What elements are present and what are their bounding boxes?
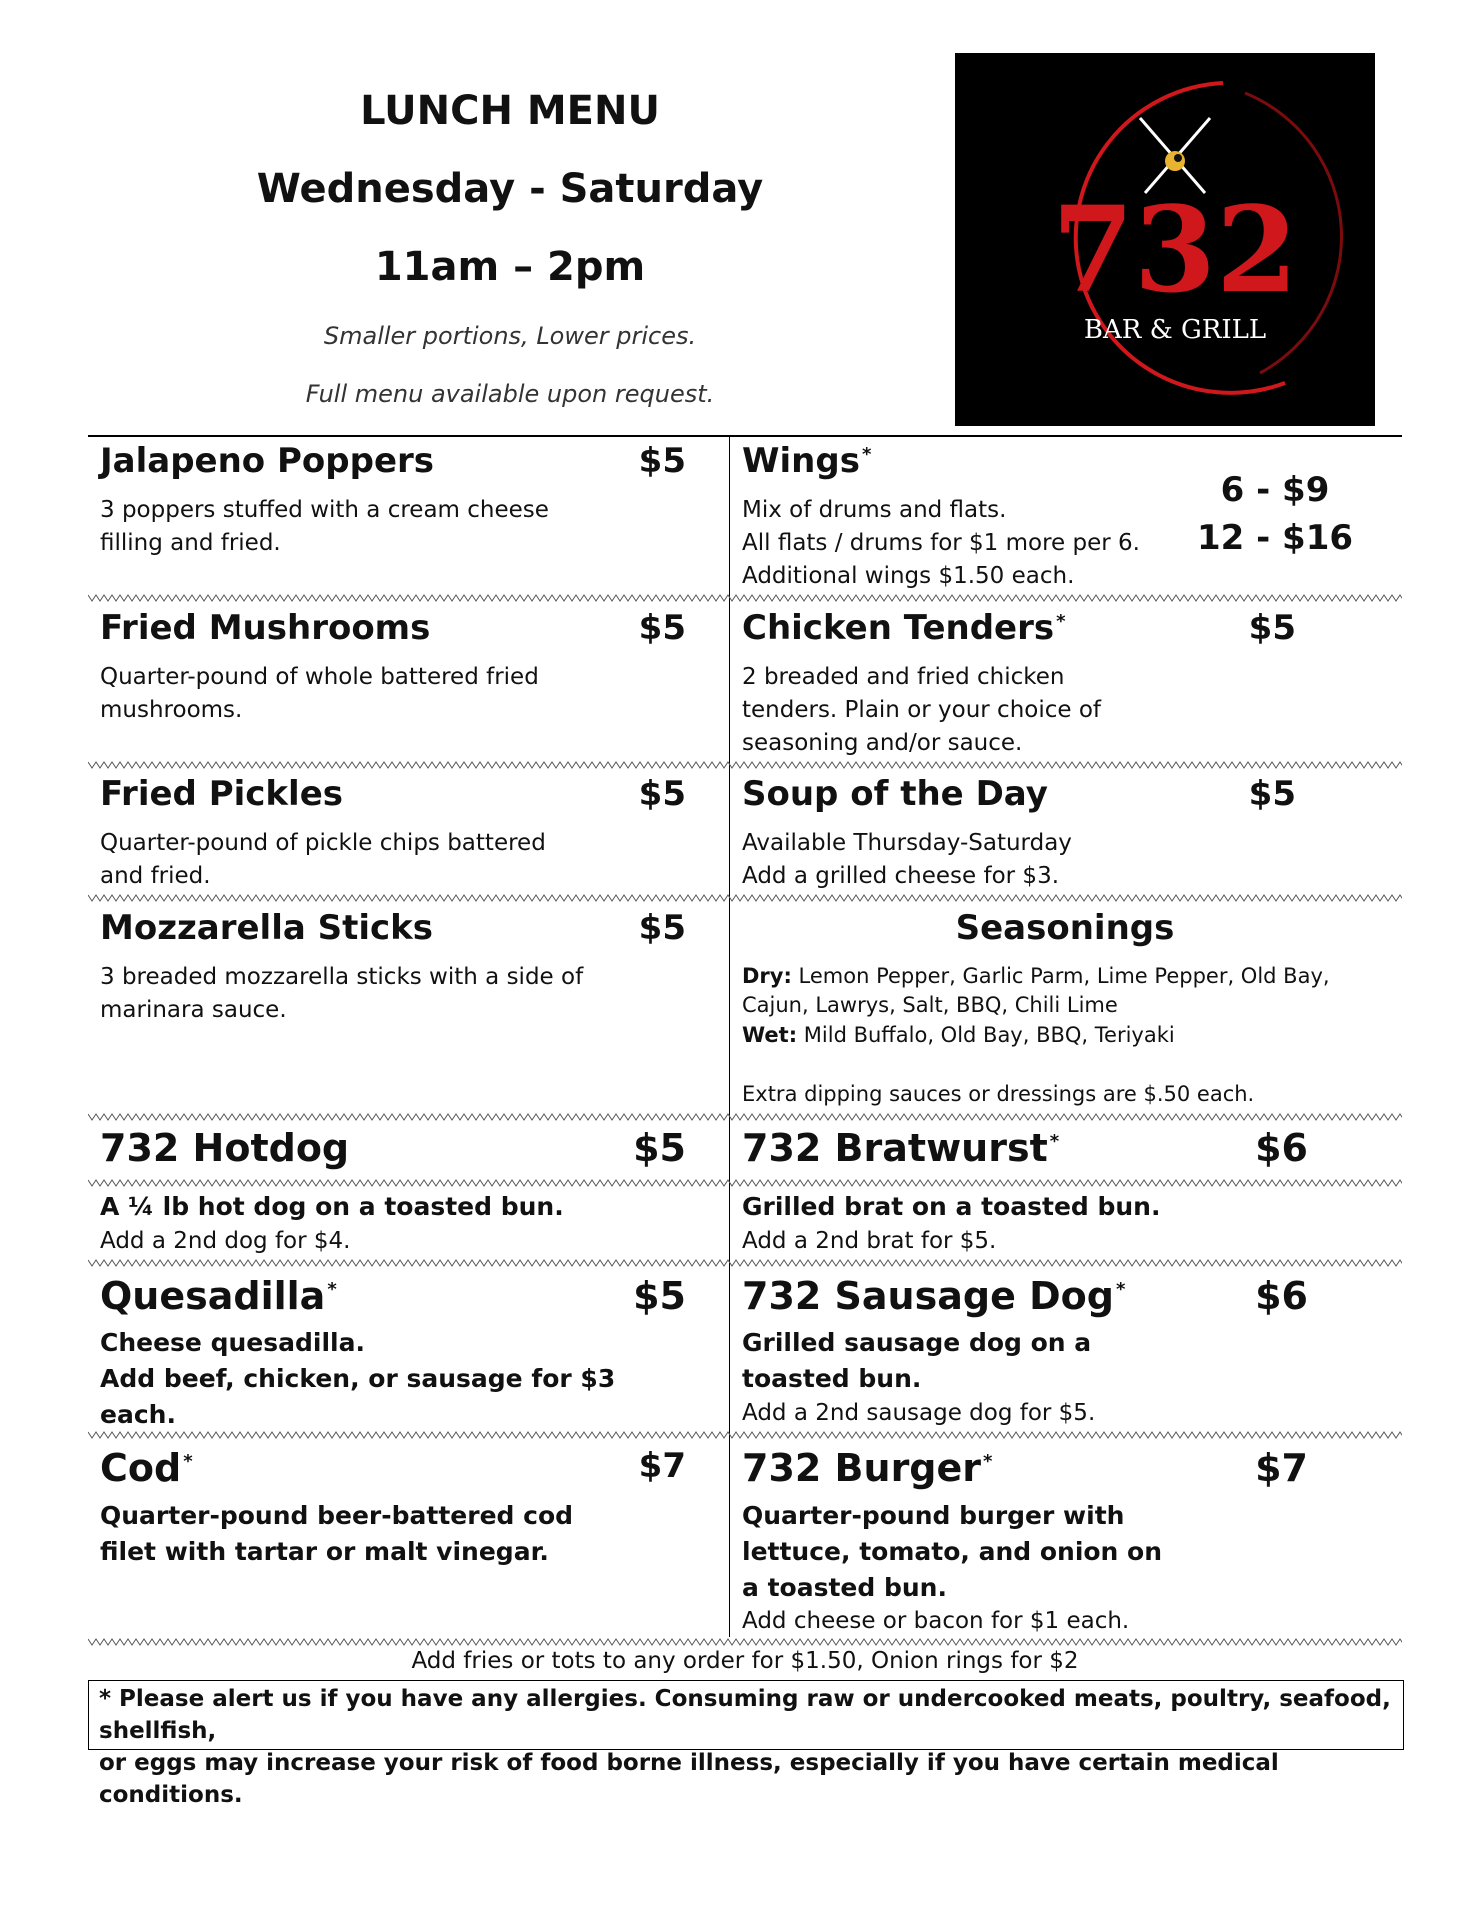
item-name: 732 Sausage Dog * [742,1274,1126,1318]
top-rule [88,435,1402,437]
separator [88,1637,1402,1647]
item-description: 3 breaded mozzarella sticks with a side of [100,964,584,990]
item-name: Wings * [742,441,872,481]
item-description: Grilled brat on a toasted bun. [742,1192,1161,1221]
wings-price-12: 12 - $16 [1196,518,1354,558]
item-description: seasoning and/or sauce. [742,730,1023,756]
sides-note: Add fries or tots to any order for $1.50, Onion rings for $2 [411,1648,1079,1674]
item-description: mushrooms. [100,697,243,723]
item-description: Quarter-pound beer-battered cod [100,1501,574,1530]
item-description: Add a grilled cheese for $3. [742,863,1060,889]
item-name: Jalapeno Poppers [100,441,435,481]
item-description: Quarter-pound of pickle chips battered [100,830,546,856]
item-price: $5 [633,1274,686,1318]
item-description: and fried. [100,863,211,889]
item-description: tenders. Plain or your choice of [742,697,1102,723]
item-name: Soup of the Day [742,774,1048,814]
restaurant-logo [955,53,1375,426]
item-price: $5 [638,608,686,648]
item-description: filling and fried. [100,530,281,556]
allergy-line: * Please alert us if you have any allergies. Consuming raw or undercooked meats, poultry, seafood, shellfish, [99,1686,1391,1744]
logo-number: 732 [1051,180,1299,319]
item-description: Add a 2nd brat for $5. [742,1228,997,1254]
item-description: 3 poppers stuffed with a cream cheese [100,497,549,523]
item-description: Add a 2nd sausage dog for $5. [742,1400,1096,1426]
item-description: Quarter-pound of whole battered fried [100,664,539,690]
item-name: 732 Hotdog [100,1126,350,1170]
item-description: a toasted bun. [742,1573,947,1602]
separator [88,1112,1402,1122]
item-name: Fried Mushrooms [100,608,431,648]
wet-seasonings: Wet: Mild Buffalo, Old Bay, BBQ, Teriyaki [742,1023,1175,1047]
item-price: $5 [633,1126,686,1170]
separator [88,1258,1402,1268]
allergy-line: or eggs may increase your risk of food borne illness, especially if you have certain medical conditions. [99,1750,1279,1808]
separator [88,760,1402,770]
logo-subtitle: BAR & GRILL [1083,315,1267,345]
item-name: 732 Burger * [742,1446,993,1490]
dry-seasonings: Dry: Lemon Pepper, Garlic Parm, Lime Pepper, Old Bay, [742,964,1330,988]
item-name: Mozzarella Sticks [100,908,434,948]
separator [88,893,1402,903]
item-price: $6 [1255,1274,1308,1318]
item-name: Chicken Tenders * [742,608,1066,648]
item-description: Available Thursday-Saturday [742,830,1072,856]
item-price: $5 [1248,774,1296,814]
item-description: toasted bun. [742,1364,922,1393]
item-price: $5 [638,774,686,814]
item-description: All flats / drums for $1 more per 6. [742,530,1140,556]
seasonings-title: Seasonings [955,908,1175,948]
item-price: $5 [638,908,686,948]
allergy-notice [88,1680,1404,1808]
item-price: $7 [1255,1446,1308,1490]
menu-hours: 11am – 2pm [374,244,646,290]
wings-price-6: 6 - $9 [1220,470,1330,510]
item-description: lettuce, tomato, and onion on [742,1537,1163,1566]
dry-seasonings-cont: Cajun, Lawrys, Salt, BBQ, Chili Lime [742,993,1118,1017]
item-price: $5 [1248,608,1296,648]
item-price: $7 [638,1446,686,1486]
item-price: $6 [1255,1126,1308,1170]
item-name: Quesadilla * [100,1274,337,1318]
item-description: Grilled sausage dog on a [742,1328,1092,1357]
menu-title: LUNCH MENU [360,88,660,134]
item-description: A ¼ lb hot dog on a toasted bun. [100,1192,564,1221]
item-description: Add cheese or bacon for $1 each. [742,1608,1130,1634]
item-description: Quarter-pound burger with [742,1501,1125,1530]
item-name: Cod * [100,1446,193,1490]
item-name: Fried Pickles [100,774,343,814]
separator [88,1178,1402,1188]
item-description: filet with tartar or malt vinegar. [100,1537,549,1566]
item-description: Additional wings $1.50 each. [742,563,1075,589]
item-description: 2 breaded and fried chicken [742,664,1065,690]
menu-days: Wednesday - Saturday [256,166,764,212]
item-description: Add a 2nd dog for $4. [100,1228,351,1254]
item-name: 732 Bratwurst * [742,1126,1060,1170]
item-price: $5 [638,441,686,481]
billiard-ball-icon [1165,151,1185,171]
separator [88,1430,1402,1440]
logo-graphic [955,53,1375,426]
item-description: Mix of drums and flats. [742,497,1007,523]
full-menu-note: Full menu available upon request. [305,380,715,408]
item-description: marinara sauce. [100,997,287,1023]
item-description: Cheese quesadilla. [100,1328,365,1357]
item-description: Add beef, chicken, or sausage for $3 [100,1364,616,1393]
item-description: each. [100,1400,176,1429]
column-divider [729,435,730,1637]
separator [88,593,1402,603]
portions-note: Smaller portions, Lower prices. [323,322,697,350]
extra-sauces-note: Extra dipping sauces or dressings are $.50 each. [742,1082,1255,1106]
